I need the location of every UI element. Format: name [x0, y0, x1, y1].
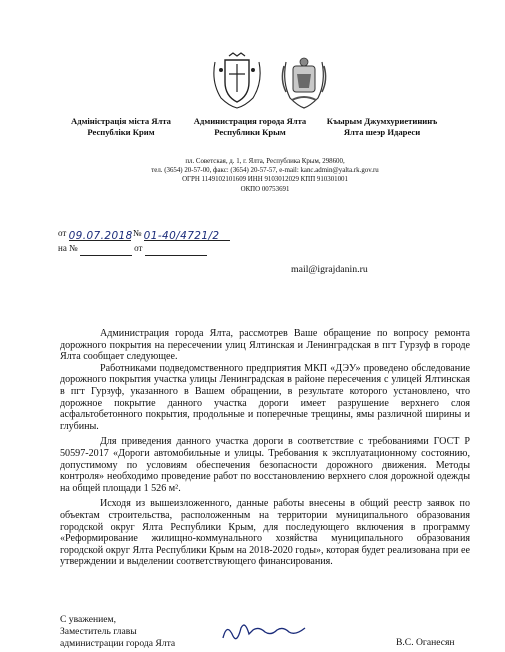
address-line: ОГРН 1149102101609 ИНН 9103012029 КПП 910301001 [182, 176, 348, 184]
document-date: 09.07.2018 [68, 230, 133, 242]
header-line: Къырым Джумхуриетининъ [326, 116, 438, 126]
reference-from-label: от [134, 243, 143, 253]
position-line: администрации города Ялта [60, 637, 176, 649]
letter-body [60, 328, 470, 568]
signatory-name: В.С. Оганесян [396, 637, 455, 648]
closing-line: С уважением, [60, 614, 117, 625]
address-block [100, 157, 430, 194]
header-line: Республіки Крим [87, 127, 155, 137]
paragraph: Для приведения данного участка дороги в соответствие с требованиями ГОСТ Р 50597-2017 «Дороги автомобильные и улицы. Требования к эксплуатационному состоянию, допустимому по условиям обеспечения безопасности дорожного движения. Методы контроля» необходимо проведение работ по восстановлению верхнего слоя дорожной одежды на общей площади 1 526 м². [60, 436, 470, 494]
header-crimean-tatar [318, 116, 446, 138]
registration-block [58, 226, 230, 256]
paragraph: Администрация города Ялта, рассмотрев Ваше обращение по вопросу ремонта дорожного покрытия на пересечении улиц Ялтинская и Ленинградская в пгт Гурзуф в городе Ялта сообщает следующее. [60, 328, 470, 363]
reference-label: на № [58, 243, 78, 253]
yalta-coat-of-arms-emblem [211, 52, 263, 110]
address-line: ОКПО 00753691 [240, 185, 290, 193]
outgoing-number-line [58, 226, 230, 241]
header-ukrainian [62, 116, 180, 138]
header-line: Ялта шеэр Идареси [343, 127, 421, 137]
recipient-email: mail@igrajdanin.ru [291, 264, 368, 275]
address-line: пл. Советская, д. 1, г. Ялта, Республика Крым, 298600, [185, 158, 345, 165]
address-line: тел. (3654) 20-57-00, факс: (3654) 20-57-57, e-mail: kanc.admin@yalta.rk.gov.ru [151, 167, 379, 175]
header-russian [188, 116, 312, 138]
reference-number-line [58, 241, 230, 256]
position-line: Заместитель главы [60, 625, 137, 637]
paragraph: Работниками подведомственного предприятия МКП «ДЭУ» проведено обследование дорожного покрытия участка улицы Ленинградская в районе пересечения с улицей Ялтинская в пгт Гурзуф, указанного в Вашем обращении, в результате которого установлено, что дорожное покрытие данного участка дороги имеет разрушение верхнего слоя асфальтобетонного покрытия, продольные и поперечные трещины, ямы различной ширины и глубины. [60, 362, 470, 432]
paragraph: Исходя из вышеизложенного, данные работы внесены в общий реестр заявок по объектам строительства, расположенным на территории муниципального образования городской округ Ялта Республики Крым, для последующего включения в программу «Реформирование жилищно-коммунального хозяйства муниципального образования городской округ Ялта Республики Крым на 2018-2020 годы», которая будет реализована при ее утверждении и выделении соответствующего финансирования. [60, 498, 470, 568]
crimea-coat-of-arms-emblem [278, 52, 330, 110]
document-number: 01-40/4721/2 [143, 230, 220, 242]
header-line: Республики Крым [214, 127, 286, 137]
from-label: от [58, 228, 67, 238]
header-line: Адміністрація міста Ялта [71, 116, 171, 126]
number-label: № [132, 228, 142, 238]
handwritten-signature [219, 618, 309, 646]
signature-block [60, 614, 175, 649]
header-line: Администрация города Ялта [193, 116, 307, 126]
